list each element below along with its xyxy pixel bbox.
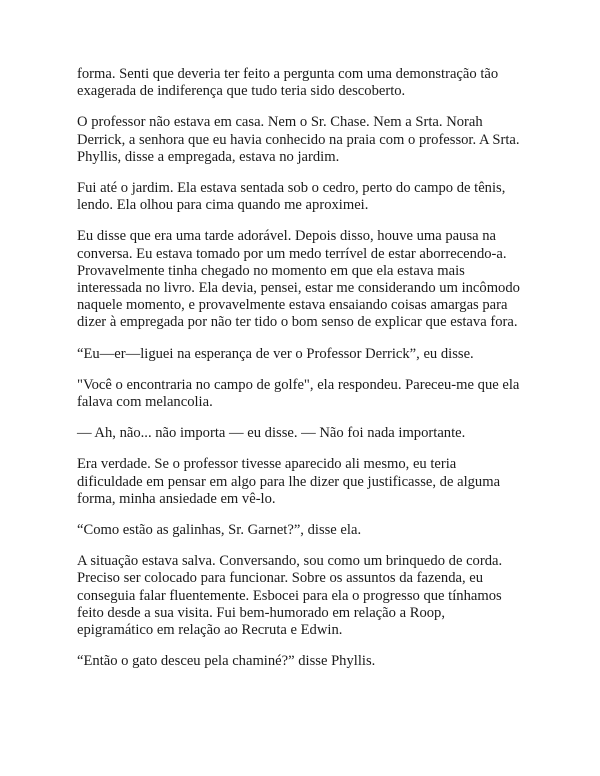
paragraph-7 (77, 425, 547, 442)
text-line: "Você o encontraria no campo de golfe", ela respondeu. Pareceu-me que ela (77, 376, 520, 393)
text-line: dizer à empregada por não ter tido o bom senso de explicar que estava fora. (77, 314, 518, 331)
text-line: forma, minha ansiedade em vê-lo. (77, 490, 276, 507)
text-line: exagerada de indiferença que tudo teria sido descoberto. (77, 83, 406, 100)
paragraph-2 (77, 114, 547, 166)
text-line: Phyllis, disse a empregada, estava no jardim. (77, 148, 340, 165)
text-line: Eu disse que era uma tarde adorável. Depois disso, houve uma pausa na (77, 228, 497, 245)
paragraph-11 (77, 653, 547, 670)
document-page (77, 66, 547, 684)
text-line: A situação estava salva. Conversando, sou como um brinquedo de corda. (77, 553, 503, 570)
text-line: feito desde a sua visita. Fui bem-humorado em relação a Roop, (77, 604, 445, 621)
text-line: forma. Senti que deveria ter feito a pergunta com uma demonstração tão (77, 66, 499, 82)
text-line: conversa. Eu estava tomado por um medo terrível de estar aborrecendo-a. (77, 245, 507, 262)
text-line: epigramático em relação ao Recruta e Edwin. (77, 622, 343, 639)
paragraph-6 (77, 377, 547, 411)
text-line: lendo. Ela olhou para cima quando me aproximei. (77, 197, 369, 214)
paragraph-10 (77, 553, 547, 639)
text-line: falava com melancolia. (77, 394, 213, 411)
text-line: “Como estão as galinhas, Sr. Garnet?”, disse ela. (77, 522, 362, 539)
text-line: O professor não estava em casa. Nem o Sr. Chase. Nem a Srta. Norah (77, 114, 483, 131)
text-line: Fui até o jardim. Ela estava sentada sob o cedro, perto do campo de tênis, (77, 180, 506, 197)
text-line: naquele momento, e provavelmente estava ensaiando coisas amargas para (77, 297, 508, 314)
paragraph-5 (77, 346, 547, 363)
text-line: Provavelmente tinha chegado no momento em que ela estava mais (77, 262, 465, 279)
paragraph-3 (77, 180, 547, 214)
text-line: “Eu—er—liguei na esperança de ver o Professor Derrick”, eu disse. (77, 345, 474, 362)
text-line: conseguia falar fluentemente. Esbocei para ela o progresso que tínhamos (77, 587, 502, 604)
text-line: — Ah, não... não importa — eu disse. — Não foi nada importante. (77, 425, 466, 442)
text-line: interessada no livro. Ela devia, pensei, estar me considerando um incômodo (77, 280, 520, 297)
text-line: Derrick, a senhora que eu havia conhecido na praia com o professor. A Srta. (77, 131, 520, 148)
paragraph-9 (77, 522, 547, 539)
text-line: Preciso ser colocado para funcionar. Sobre os assuntos da fazenda, eu (77, 570, 484, 587)
text-line: “Então o gato desceu pela chaminé?” disse Phyllis. (77, 653, 376, 670)
paragraph-8 (77, 456, 547, 508)
paragraph-4 (77, 228, 547, 331)
text-line: Era verdade. Se o professor tivesse aparecido ali mesmo, eu teria (77, 456, 457, 473)
paragraph-1 (77, 66, 547, 100)
text-line: dificuldade em pensar em algo para lhe dizer que justificasse, de alguma (77, 473, 501, 490)
